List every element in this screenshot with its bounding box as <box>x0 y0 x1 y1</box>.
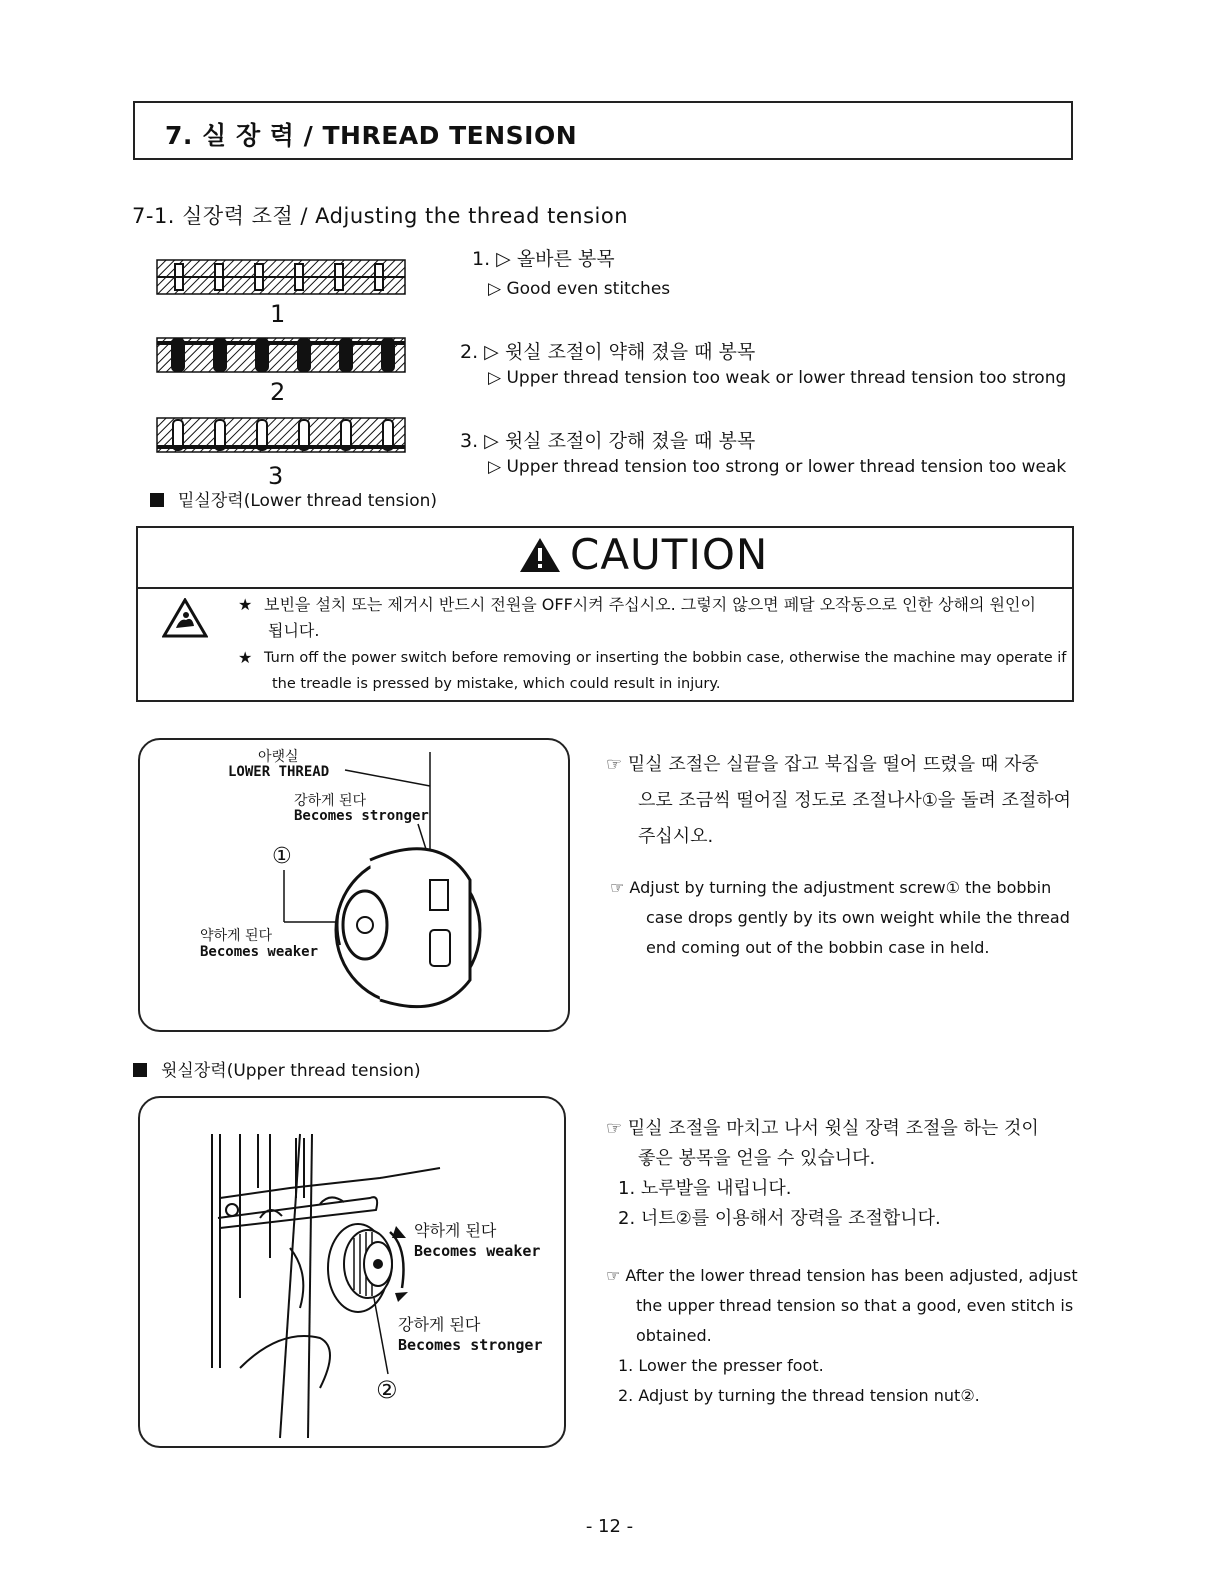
stronger-ko: 강하게 된다 <box>294 793 367 809</box>
upper-desc-ko: ☞ 밑실 조절을 마치고 나서 윗실 장력 조절을 하는 것이 좋은 봉목을 얻을 수 있습니다. 1. 노루발을 내립니다. 2. 너트②를 이용해서 장력을 조절합니다. <box>606 1118 1039 1229</box>
stitch-item-1-ko: 1. ▷ 올바른 봉목 <box>472 248 615 270</box>
stitch-number-1: 1 <box>270 300 286 328</box>
star-icon: ★ <box>238 648 253 667</box>
nut-weaker-ko: 약하게 된다 <box>414 1221 497 1240</box>
caution-text-ko-2: 됩니다. <box>268 621 320 640</box>
nut-stronger-en: Becomes stronger <box>398 1336 543 1354</box>
stitch-row-strong-upper <box>157 418 405 452</box>
caution-text-ko: 보빈을 설치 또는 제거시 반드시 전원을 OFF시켜 주십시오. 그렇지 않으면 페달 오작동으로 인한 상해의 원인이 <box>264 595 1036 614</box>
stitch-number-3: 3 <box>268 462 284 490</box>
lower-thread-en: LOWER THREAD <box>228 764 330 780</box>
stronger-en: Becomes stronger <box>294 808 429 824</box>
section-title: 7. 실 장 력 / THREAD TENSION <box>165 121 578 150</box>
callout-1: ① <box>272 844 292 869</box>
stitch-item-2-ko: 2. ▷ 윗실 조절이 약해 졌을 때 봉목 <box>460 341 756 363</box>
page-number: - 12 - <box>585 1516 634 1537</box>
square-bullet-icon <box>133 1063 147 1077</box>
stitch-item-3-ko: 3. ▷ 윗실 조절이 강해 졌을 때 봉목 <box>460 430 756 452</box>
bobbin-case-drawing <box>140 740 568 1030</box>
caution-title: CAUTION <box>570 530 769 579</box>
upper-tension-heading: 윗실장력(Upper thread tension) <box>133 1056 421 1081</box>
lower-thread-ko: 아랫실 <box>258 749 299 765</box>
tension-nut-drawing <box>140 1098 564 1446</box>
weaker-en: Becomes weaker <box>200 944 319 960</box>
stitch-row-weak-upper <box>157 338 405 372</box>
warning-triangle-icon <box>518 536 562 574</box>
stitch-illustrations <box>155 258 410 458</box>
stitch-item-2-en: ▷ Upper thread tension too weak or lower thread tension too strong <box>488 368 1067 388</box>
lower-tension-heading: 밑실장력(Lower thread tension) <box>150 486 437 511</box>
nut-weaker-en: Becomes weaker <box>414 1242 541 1260</box>
lower-desc-ko: ☞ 밑실 조절은 실끝을 잡고 북집을 떨어 뜨렸을 때 자중 으로 조금씩 떨어질 정도로 조절나사①을 돌려 조절하여 주십시오. <box>606 754 1072 847</box>
callout-2: ② <box>376 1376 398 1404</box>
upper-desc-en: ☞ After the lower thread tension has been adjusted, adjust the upper thread tension so that a good, even stitch is obtained. 1. Lower the presser foot. 2. Adjust by turning the thread tension nut②. <box>606 1266 1078 1405</box>
star-icon: ★ <box>238 595 253 614</box>
nut-stronger-ko: 강하게 된다 <box>398 1315 481 1334</box>
hand-injury-warning-icon <box>162 598 208 638</box>
caution-text-en: Turn off the power switch before removing or inserting the bobbin case, otherwise the machine may operate if <box>264 650 1067 666</box>
stitch-item-3-en: ▷ Upper thread tension too strong or lower thread tension too weak <box>488 457 1067 477</box>
square-bullet-icon <box>150 493 164 507</box>
stitch-number-2: 2 <box>270 378 286 406</box>
lower-desc-en: ☞ Adjust by turning the adjustment screw① the bobbin case drops gently by its own weight while the thread end coming out of the bobbin case in held. <box>610 878 1070 957</box>
weaker-ko: 약하게 된다 <box>200 928 273 944</box>
caution-text-en-2: the treadle is pressed by mistake, which could result in injury. <box>272 676 721 692</box>
stitch-item-1-en: ▷ Good even stitches <box>488 279 671 299</box>
stitch-row-good <box>157 260 405 294</box>
subsection-title: 7-1. 실장력 조절 / Adjusting the thread tension <box>132 204 629 228</box>
